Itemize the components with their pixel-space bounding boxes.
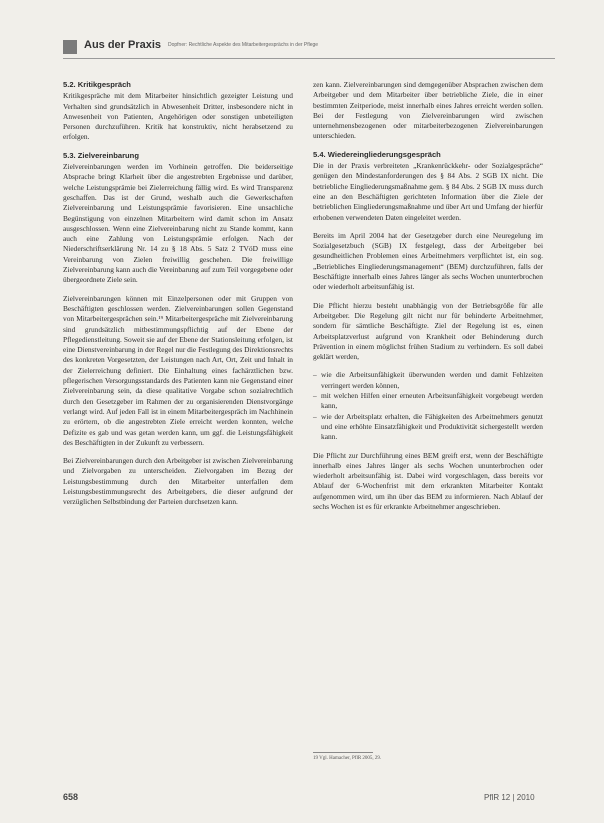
paragraph: Zielvereinbarungen werden im Vorhinein getroffen. Die beiderseitige Absprache bringt Klarheit über die angestrebten Ergebnisse und darüber, welche Leistungsprämie bei Zielerreichung fällig wird. Es wird Transparenz geschaffen. Das ist der Grund, weshalb auch die Gewerkschaften Zielvereinbarung und Leistungsprämie favorisieren. Eine unsachliche Begünstigung von einzelnen Mitarbeitern wird damit schon im Ansatz ausgeschlossen. Wenn eine Zielvereinbarung nicht zu Stande kommt, kann auch eine Zahlung von Leistungsprämie erfolgen. Nach der Niederschriftserklärung Nr. 14 zu § 18 Abs. 5 Satz 2 TVöD muss eine Vereinbarung von Zielen freiwillig geschehen. Die freiwillige Zielvereinbarung kann auch die Vereinbarung auf zum Teil vorgegebene oder übergeordnete Ziele sein. bbox=[63, 162, 293, 285]
list-item: – wie die Arbeitsunfähigkeit überwunden werden und damit Fehlzeiten verringert werden können, bbox=[321, 370, 543, 391]
footnote-rule bbox=[313, 752, 373, 753]
page-number: 658 bbox=[63, 792, 79, 802]
paragraph: Bei Zielvereinbarungen durch den Arbeitgeber ist zwischen Zielvereinbarung und Zielvorgaben zu unterscheiden. Zielvorgaben im Bezug der Leistungsbestimmung durch den Mitarbeiter unterfallen dem Leistungsbestimmungsrecht des Arbeitgebers, die dieser aufgrund der verzüglichen Selbstbindung der Parteien durchsetzen kann. bbox=[63, 456, 293, 507]
paragraph: Die Pflicht hierzu besteht unabhängig von der Betriebsgröße für alle Arbeitgeber. Die Regelung gilt nicht nur für behinderte Arbeitnehmer, sondern für sämtliche Beschäftigte. Ziel der Regelung ist es, einen Arbeitsplatzverlust aufgrund von Krankheit oder Behinderung durch Prävention in einem möglichst frühen Stadium zu verhindern. Es soll dabei geklärt werden, bbox=[313, 300, 543, 362]
heading-zielvereinbarung: 5.3. Zielvereinbarung bbox=[63, 150, 139, 160]
paragraph: Die in der Praxis verbreiteten „Krankenrückkehr- oder Sozialgespräche“ genügen den Mindestanforderungen des § 84 Abs. 2 SGB IX nicht. Die betriebliche Eingliederungsmaßnahme gem. § 84 Abs. 2 SGB IX muss durch eine an den Beschäftigten gerichteten Information über die Ziele der betrieblichen Eingliederungsmaßnahme und über Art und Umfang der hierfür erhobenen verwendeten Daten eingeleitet werden. bbox=[313, 161, 543, 222]
header-rule bbox=[63, 58, 555, 59]
list-item: – mit welchen Hilfen einer erneuten Arbeitsunfähigkeit vorgebeugt werden kann, bbox=[321, 391, 543, 412]
footnote: 19 Vgl. Hamacher, PflR 2005, 29. bbox=[313, 756, 382, 761]
paragraph: Die Pflicht zur Durchführung eines BEM greift erst, wenn der Beschäftigte innerhalb eines Jahres länger als sechs Wochen ununterbrochen oder wiederholt arbeitsunfähig ist. Dabei wird vorgeschlagen, dass bereits vor Ablauf der 6-Wochenfrist mit dem erkrankten Mitarbeiter Kontakt aufgenommen wird, um ihn über das BEM zu informieren. Nach Ablauf der sechs Wochen ist es für erkrankte Arbeitnehmer angeschrieben. bbox=[313, 450, 543, 511]
paragraph: Bereits im April 2004 hat der Gesetzgeber durch eine Neuregelung im Sozialgesetzbuch (SGB) IX festgelegt, dass der Arbeitgeber bei gesundheitlichen Problemen eines Arbeitnehmers verpflichtet ist, ein sog. „Betriebliches Eingliederungsmanagement“ (BEM) durchzuführen, falls der Beschäftigte innerhalb eines Jahres länger als sechs Wochen ununterbrochen oder wiederholt arbeitsunfähig ist. bbox=[313, 230, 543, 292]
bullet-list bbox=[313, 370, 543, 442]
journal-reference: PflR 12 | 2010 bbox=[484, 793, 535, 802]
heading-wiedereingliederung: 5.4. Wiedereingliederungsgespräch bbox=[313, 149, 441, 159]
list-item: – wie der Arbeitsplatz erhalten, die Fähigkeiten des Arbeitnehmers genutzt und eine erhöhte Einsatzfähigkeit und Produktivität sichergestellt werden kann. bbox=[321, 412, 543, 443]
section-title: Aus der Praxis bbox=[84, 39, 162, 51]
heading-kritikgespraech: 5.2. Kritikgespräch bbox=[63, 80, 131, 89]
left-column bbox=[63, 80, 293, 516]
article-running-title: Dopfner: Rechtliche Aspekte des Mitarbeitergesprächs in der Pflege bbox=[168, 42, 319, 48]
right-column bbox=[313, 80, 543, 520]
header-marker bbox=[63, 40, 77, 54]
paragraph: zen kann. Zielvereinbarungen sind demgegenüber Absprachen zwischen dem Arbeitgeber und dem Mitarbeiter über betriebliche Ziele, die in einer bestimmten Zeitperiode, meist innerhalb eines Jahres erreicht werden sollen. Bei der Festlegung von Zielvereinbarungen wird zwischen unternehmensbezogenen oder mitarbeiterbezogenen Zielvereinbarungen unterschieden. bbox=[313, 80, 543, 141]
paragraph: Zielvereinbarungen können mit Einzelpersonen oder mit Gruppen von Beschäftigten geschlossen werden. Zielvereinbarungen sollen Gegenstand von Mitarbeitergesprächen sein.¹⁹ Mitarbeitergespräche mit Zielvereinbarung sind grundsätzlich mitbestimmungspflichtig auf der Ebene der Pflegedienstleitung. Soweit sie auf der Ebene der Stationsleitung erfolgen, ist eine Dienstvereinbarung in der Regel nur die Festlegung des Direktionsrechts des konkreten Vorgesetzten, der Leistungen nach Art, Ort, Zeit und Inhalt in der Zielerreichung definiert. Die Einhaltung eines fachärztlichen bzw. pflegerischen Versorgungsstandards des Patienten kann nie Gegenstand einer Zielvereinbarung sein, da diese qualitative Vorgabe schon sozialrechtlich durch den Gesetzgeber im Rahmen der zu organisierenden Dienstvorgänge verlangt wird. Auf jeden Fall ist in einem Mitarbeitergespräch im Nachhinein zu erörtern, ob die angestrebten Ziele erreicht werden konnten, welche Defizite es gab und was getan werden kann, um ggf. die Leistungsfähigkeit des Beschäftigten in der Zukunft zu verbessern. bbox=[63, 293, 293, 447]
paragraph: Kritikgespräche mit dem Mitarbeiter hinsichtlich gezeigter Leistung und Verhalten sind grundsätzlich in Abwesenheit Dritter, insbesondere nicht in Anwesenheit von Patienten, Angehörigen oder sonstigen unbeteiligten Personen durchzuführen. Kritik hat konstruktiv, nicht herabsetzend zu erfolgen. bbox=[63, 91, 293, 142]
